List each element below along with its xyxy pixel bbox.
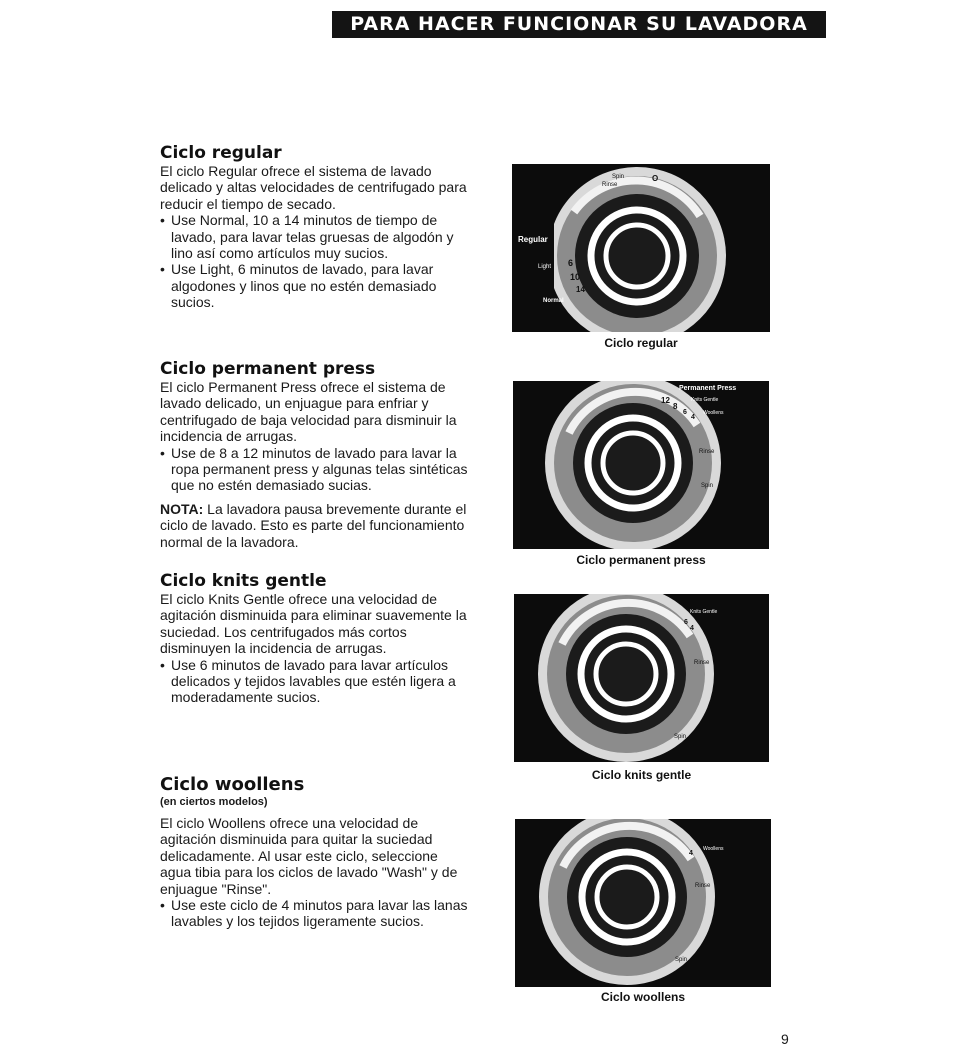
label-knits-gentle: Knits Gentle xyxy=(691,397,719,403)
section-paragraph: El ciclo Woollens ofrece una velocidad de agitación disminuida para quitar la suciedad delicadamente. Al usar este ciclo, seleccione agua tibia para los ciclos de lavado "Wash" y de enjuague "Rinse". xyxy=(160,815,458,897)
figure-caption: Ciclo permanent press xyxy=(576,553,706,567)
note xyxy=(160,501,470,550)
dial-photo-regular xyxy=(512,164,770,332)
label-woollens: Woollens xyxy=(703,846,724,852)
list-item: • Use Light, 6 minutos de lavado, para lavar algodones y linos que no estén demasiado sucios. xyxy=(160,261,470,310)
section-title: Ciclo woollens xyxy=(160,774,305,795)
figure-caption: Ciclo woollens xyxy=(600,990,685,1004)
dial-illustration xyxy=(515,819,771,987)
label-10: 10 xyxy=(570,272,581,282)
label-12: 12 xyxy=(661,396,670,405)
page-number: 9 xyxy=(781,1031,789,1047)
bullet-list xyxy=(160,445,470,494)
label-6: 6 xyxy=(568,258,574,268)
photo-edge-shadow xyxy=(542,164,554,332)
list-item: • Use Normal, 10 a 14 minutos de tiempo de lavado, para lavar telas gruesas de algodón y lino así como artículos muy sucios. xyxy=(160,212,470,261)
bullet-list xyxy=(160,657,470,706)
section-knits-gentle xyxy=(160,571,470,706)
label-permanent-press: Permanent Press xyxy=(679,385,737,392)
label-6: 6 xyxy=(684,619,688,626)
label-6: 6 xyxy=(683,409,687,416)
section-paragraph: El ciclo Regular ofrece el sistema de lavado delicado y altas velocidades de centrifugado para reducir el tiempo de secado. xyxy=(160,163,467,212)
label-spin: Spin xyxy=(675,957,688,963)
page-banner: PARA HACER FUNCIONAR SU LAVADORA xyxy=(332,11,826,38)
bullet-list xyxy=(160,897,470,930)
bullet-list xyxy=(160,212,470,310)
label-spin: Spin xyxy=(612,174,625,180)
dial-photo-woollens xyxy=(515,819,771,987)
list-item: • Use 6 minutos de lavado para lavar artículos delicados y tejidos lavables que estén ligera a moderadamente sucios. xyxy=(160,657,470,706)
section-title: Ciclo knits gentle xyxy=(160,571,327,591)
label-rinse: Rinse xyxy=(602,182,618,188)
section-title: Ciclo regular xyxy=(160,143,282,163)
note-text: La lavadora pausa brevemente durante el ciclo de lavado. Esto es parte del funcionamiento normal de la lavadora. xyxy=(160,500,467,550)
label-rinse: Rinse xyxy=(694,660,710,666)
note-label: NOTA: xyxy=(160,500,204,517)
label-14: 14 xyxy=(576,285,585,294)
dial-illustration xyxy=(513,381,769,549)
section-paragraph: El ciclo Permanent Press ofrece el sistema de lavado delicado, un enjuague para enfriar y centrifugado de baja velocidad para disminuir la incidencia de arrugas. xyxy=(160,379,457,445)
section-permanent-press xyxy=(160,359,470,550)
section-title: Ciclo permanent press xyxy=(160,359,376,379)
figure-caption: Ciclo regular xyxy=(604,336,678,350)
label-knits-gentle: Knits Gentle xyxy=(690,609,718,615)
label-spin: Spin xyxy=(674,734,687,740)
figure-caption: Ciclo knits gentle xyxy=(591,768,692,782)
dial-photo-permanent-press xyxy=(513,381,769,549)
section-woollens xyxy=(160,775,470,930)
label-light: Light xyxy=(538,264,552,270)
dial-illustration xyxy=(512,164,770,332)
section-regular xyxy=(160,143,470,311)
label-4: 4 xyxy=(691,414,695,421)
label-rinse: Rinse xyxy=(695,883,711,889)
label-4: 4 xyxy=(689,850,693,857)
photo-edge-shadow xyxy=(725,819,771,987)
label-woollens: Woollens xyxy=(703,410,724,416)
list-item: • Use este ciclo de 4 minutos para lavar las lanas lavables y los tejidos ligeramente sucios. xyxy=(160,897,470,930)
label-normal: Normal xyxy=(543,298,564,304)
label-spin: Spin xyxy=(701,483,714,489)
label-regular: Regular xyxy=(518,235,548,244)
label-rinse: Rinse xyxy=(699,449,715,455)
list-item: • Use de 8 a 12 minutos de lavado para lavar la ropa permanent press y algunas telas sintéticas que no estén demasiado sucias. xyxy=(160,445,470,494)
dial-photo-knits-gentle xyxy=(514,594,769,762)
section-paragraph: El ciclo Knits Gentle ofrece una velocidad de agitación disminuida para eliminar suavemente la suciedad. Los centrifugados más cortos disminuyen la incidencia de arrugas. xyxy=(160,591,467,657)
label-off: O xyxy=(652,174,659,183)
section-subtitle: (en ciertos modelos) xyxy=(160,796,268,808)
photo-edge-shadow xyxy=(724,594,769,762)
label-4: 4 xyxy=(690,625,694,632)
dial-illustration xyxy=(514,594,769,762)
label-8: 8 xyxy=(673,402,678,411)
